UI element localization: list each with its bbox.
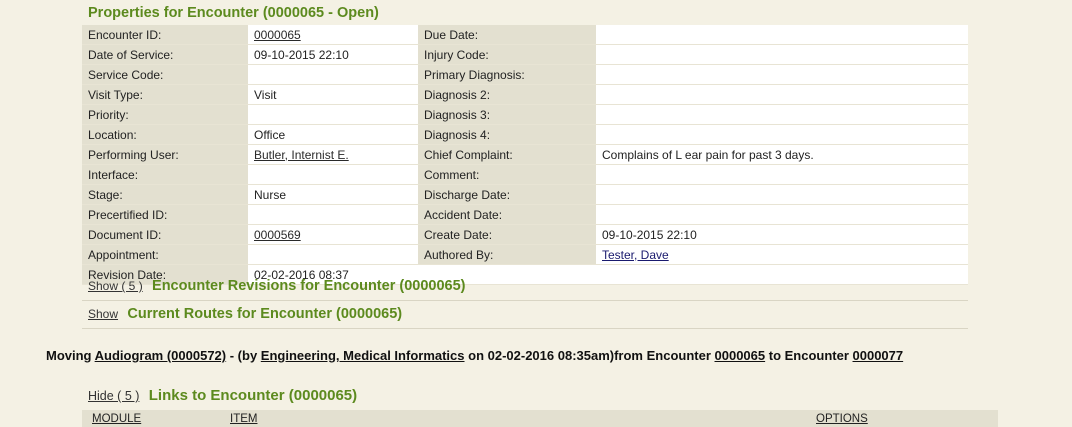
column-header-options-label: OPTIONS xyxy=(816,413,868,425)
field-value xyxy=(596,245,968,265)
column-header-module-label[interactable]: MODULE xyxy=(92,413,142,425)
field-value xyxy=(248,165,418,185)
field-label: Appointment: xyxy=(82,245,248,265)
field-value xyxy=(248,25,418,45)
page-title: Properties for Encounter (0000065 - Open) xyxy=(88,5,379,21)
field-label: Interface: xyxy=(82,165,248,185)
links-table-header-row xyxy=(82,410,998,427)
field-value xyxy=(596,165,968,185)
column-header-item xyxy=(220,410,806,427)
field-value xyxy=(596,45,968,65)
show-routes-link[interactable]: Show xyxy=(88,307,119,321)
field-value: 09-10-2015 22:10 xyxy=(596,225,968,245)
table-row xyxy=(82,85,968,105)
field-label: Location: xyxy=(82,125,248,145)
table-row xyxy=(82,205,968,225)
table-row xyxy=(82,105,968,125)
encounter-id-link[interactable]: 0000065 xyxy=(254,27,301,42)
current-routes-title: Current Routes for Encounter (0000065) xyxy=(127,306,403,322)
moving-mid1: - (by xyxy=(226,348,261,363)
performing-user-link[interactable]: Butler, Internist E. xyxy=(254,147,349,162)
moving-item-link[interactable]: Audiogram (0000572) xyxy=(94,348,227,363)
field-value: 09-10-2015 22:10 xyxy=(248,45,418,65)
field-label: Precertified ID: xyxy=(82,205,248,225)
table-row xyxy=(82,65,968,85)
table-row xyxy=(82,245,968,265)
field-value xyxy=(596,185,968,205)
field-value xyxy=(248,245,418,265)
table-row xyxy=(82,225,968,245)
current-routes-section xyxy=(82,306,968,329)
field-value xyxy=(248,145,418,165)
links-to-encounter-title: Links to Encounter (0000065) xyxy=(148,387,358,404)
table-row xyxy=(82,165,968,185)
field-value xyxy=(248,105,418,125)
authored-by-link[interactable]: Tester, Dave xyxy=(602,247,669,262)
field-label: Service Code: xyxy=(82,65,248,85)
field-label: Comment: xyxy=(418,165,596,185)
field-label: Priority: xyxy=(82,105,248,125)
column-header-options xyxy=(806,410,998,427)
field-label: Create Date: xyxy=(418,225,596,245)
field-value xyxy=(596,125,968,145)
field-value xyxy=(596,65,968,85)
field-label: Encounter ID: xyxy=(82,25,248,45)
field-value: Visit xyxy=(248,85,418,105)
field-label: Date of Service: xyxy=(82,45,248,65)
links-table xyxy=(82,410,998,427)
table-row xyxy=(82,125,968,145)
field-value: Nurse xyxy=(248,185,418,205)
field-label: Performing User: xyxy=(82,145,248,165)
field-label: Revision Date: xyxy=(82,265,248,285)
field-label: Diagnosis 4: xyxy=(418,125,596,145)
moving-mid2: on 02-02-2016 08:35am)from Encounter xyxy=(464,348,715,363)
field-value: Complains of L ear pain for past 3 days. xyxy=(596,145,968,165)
encounter-revisions-section xyxy=(82,278,968,301)
show-revisions-link[interactable]: Show ( 5 ) xyxy=(88,279,143,293)
field-label: Diagnosis 2: xyxy=(418,85,596,105)
field-value xyxy=(248,65,418,85)
field-label: Primary Diagnosis: xyxy=(418,65,596,85)
field-label: Accident Date: xyxy=(418,205,596,225)
field-label: Injury Code: xyxy=(418,45,596,65)
encounter-revisions-title: Encounter Revisions for Encounter (0000065) xyxy=(152,278,466,294)
table-row xyxy=(82,45,968,65)
moving-to-encounter-link[interactable]: 0000077 xyxy=(852,348,904,363)
hide-links-link[interactable]: Hide ( 5 ) xyxy=(88,389,140,403)
moving-from-encounter-link[interactable]: 0000065 xyxy=(714,348,766,363)
document-id-link[interactable]: 0000569 xyxy=(254,227,301,242)
field-value xyxy=(596,205,968,225)
field-value xyxy=(248,205,418,225)
field-value xyxy=(596,25,968,45)
table-row xyxy=(82,185,968,205)
field-value xyxy=(596,105,968,125)
field-value: Office xyxy=(248,125,418,145)
links-to-encounter-section xyxy=(82,387,968,409)
field-value: 02-02-2016 08:37 xyxy=(248,265,418,285)
column-header-item-label[interactable]: ITEM xyxy=(230,413,258,425)
column-header-module xyxy=(82,410,220,427)
field-value xyxy=(596,85,968,105)
field-label: Authored By: xyxy=(418,245,596,265)
field-label: Diagnosis 3: xyxy=(418,105,596,125)
moving-notice xyxy=(46,348,1046,363)
moving-prefix: Moving xyxy=(46,348,95,363)
field-label: Due Date: xyxy=(418,25,596,45)
encounter-properties-table xyxy=(82,25,968,285)
field-label: Stage: xyxy=(82,185,248,205)
field-label: Discharge Date: xyxy=(418,185,596,205)
moving-mid3: to Encounter xyxy=(765,348,853,363)
moving-actor-link[interactable]: Engineering, Medical Informatics xyxy=(260,348,465,363)
field-label: Chief Complaint: xyxy=(418,145,596,165)
field-label: Visit Type: xyxy=(82,85,248,105)
table-row xyxy=(82,25,968,45)
field-label: Document ID: xyxy=(82,225,248,245)
table-row xyxy=(82,145,968,165)
field-value xyxy=(248,225,418,245)
